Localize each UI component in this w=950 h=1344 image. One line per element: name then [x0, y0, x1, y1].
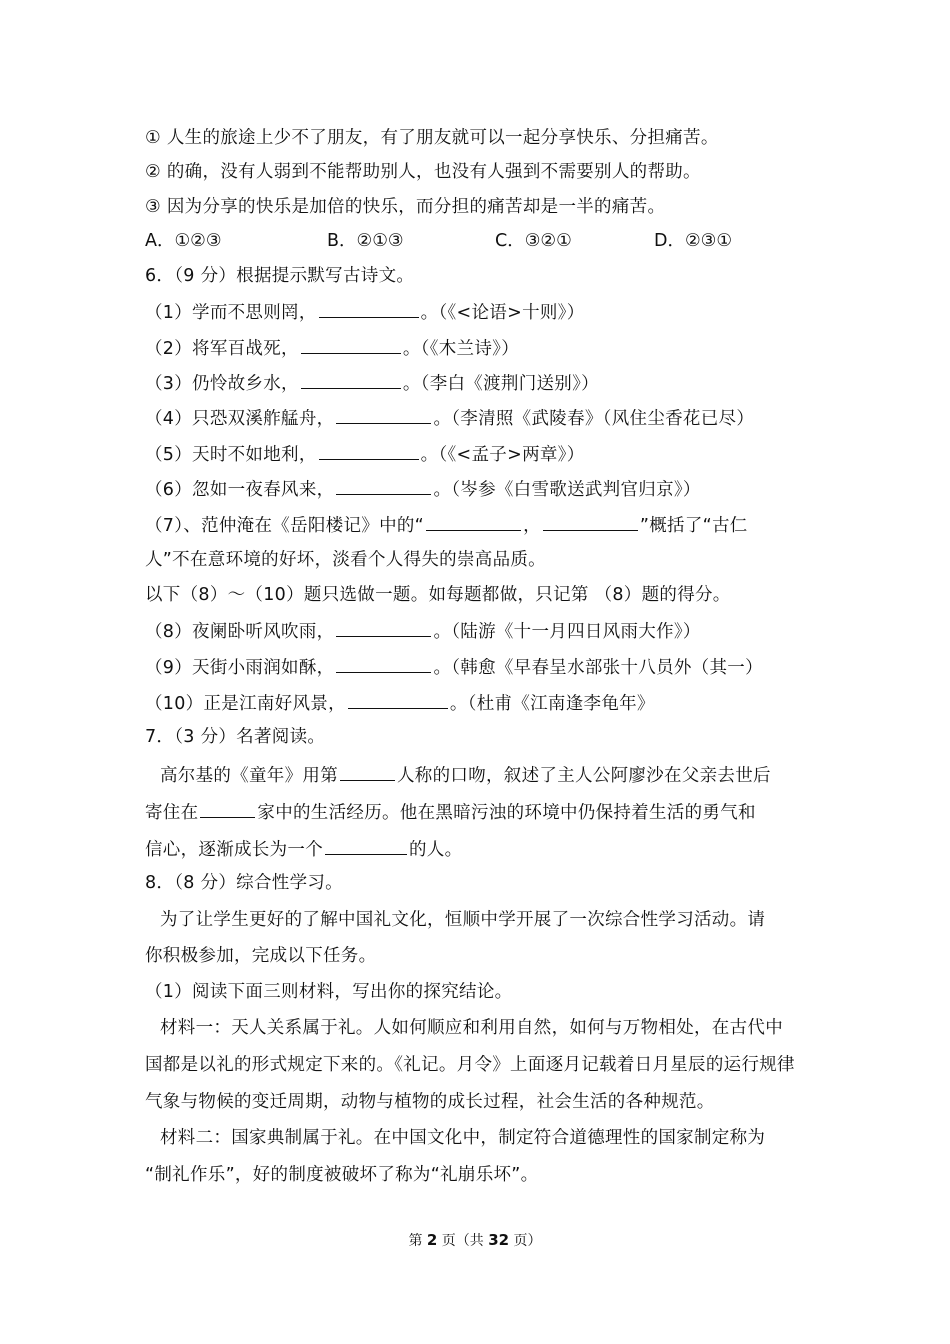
answer-blank — [336, 618, 431, 637]
q6-item-7 — [145, 512, 748, 538]
q8-subtask-1: （1）阅读下面三则材料，写出你的探究结论。 — [145, 982, 513, 1002]
q6-item-10 — [145, 690, 655, 716]
q6-item-9 — [145, 654, 763, 680]
q6-item-4 — [145, 405, 754, 431]
q6-item-6-prompt: （6）忽如一夜春风来， — [145, 480, 335, 500]
answer-blank — [426, 512, 521, 531]
material-1-line-3: 气象与物候的变迁周期，动物与植物的成长过程，社会生活的各种规范。 — [145, 1092, 715, 1112]
q7-title: 7．（3 分）名著阅读。 — [145, 727, 326, 747]
footer-middle: 页（共 — [437, 1233, 489, 1249]
page-footer — [0, 1230, 950, 1251]
answer-blank — [319, 441, 419, 460]
q8-intro-line-2: 你积极参加，完成以下任务。 — [145, 946, 377, 966]
q7-line-2-post: 家中的生活经历。他在黑暗污浊的环境中仍保持着生活的勇气和 — [257, 803, 756, 823]
option-c: C．③②① — [495, 231, 572, 251]
answer-blank — [340, 762, 395, 781]
q6-item-9-source: 。（韩愈《早春呈水部张十八员外（其一） — [433, 658, 763, 678]
material-2-line-2: “制礼作乐”，好的制度被破坏了称为“礼崩乐坏”。 — [145, 1165, 539, 1185]
q6-item-8-source: 。（陆游《十一月四日风雨大作》） — [433, 622, 701, 642]
q6-item-3-prompt: （3）仍怜故乡水， — [145, 374, 299, 394]
q7-line-1-post: 人称的口吻，叙述了主人公阿廖沙在父亲去世后 — [397, 766, 771, 786]
footer-prefix: 第 — [408, 1233, 427, 1249]
q6-item-4-prompt: （4）只恐双溪舴艋舟， — [145, 409, 335, 429]
answer-blank — [543, 512, 638, 531]
q7-line-1 — [160, 762, 771, 788]
q6-item-5-source: 。（《<孟子>两章》） — [420, 445, 585, 465]
q7-line-2-pre: 寄住在 — [145, 803, 199, 823]
material-1-line-2: 国都是以礼的形式规定下来的。《礼记。月令》上面逐月记载着日月星辰的运行规律 — [145, 1055, 795, 1075]
q6-item-9-prompt: （9）天街小雨润如酥， — [145, 658, 335, 678]
q7-line-3 — [145, 836, 462, 862]
statement-3: ③ 因为分享的快乐是加倍的快乐，而分担的痛苦却是一半的痛苦。 — [145, 197, 666, 217]
answer-blank — [348, 690, 448, 709]
option-d: D．②③① — [654, 231, 733, 251]
option-a: A．①②③ — [145, 231, 222, 251]
answer-blank — [301, 370, 401, 389]
q6-item-6-source: 。（岑参《白雪歌送武判官归京》） — [433, 480, 701, 500]
q7-line-1-pre: 高尔基的《童年》用第 — [160, 766, 338, 786]
q6-item-5-prompt: （5）天时不如地利， — [145, 445, 317, 465]
q7-line-2 — [145, 799, 756, 825]
q6-item-2-prompt: （2）将军百战死， — [145, 339, 299, 359]
footer-total-pages: 32 — [488, 1231, 510, 1249]
q6-item-3 — [145, 370, 599, 396]
q6-item-7-prompt: （7）、范仲淹在《岳阳楼记》中的“ — [145, 516, 425, 536]
statement-1: ① 人生的旅途上少不了朋友，有了朋友就可以一起分享快乐、分担痛苦。 — [145, 128, 719, 148]
answer-blank — [336, 476, 431, 495]
q6-item-8 — [145, 618, 701, 644]
q6-choice-note: 以下（8）～（10）题只选做一题。如每题都做，只记第 （8）题的得分。 — [145, 585, 731, 605]
answer-blank — [301, 335, 401, 354]
answer-blank — [319, 299, 419, 318]
q6-item-7-sep: ， — [523, 516, 541, 536]
q6-item-5 — [145, 441, 585, 467]
q8-title: 8．（8 分）综合性学习。 — [145, 873, 343, 893]
answer-blank — [200, 799, 255, 818]
q6-item-1 — [145, 299, 585, 325]
statement-2: ② 的确，没有人弱到不能帮助别人，也没有人强到不需要别人的帮助。 — [145, 162, 701, 182]
answer-blank — [336, 654, 431, 673]
q8-intro-line-1: 为了让学生更好的了解中国礼文化，恒顺中学开展了一次综合性学习活动。请 — [160, 910, 766, 930]
footer-page-number: 2 — [426, 1231, 438, 1249]
q6-item-2 — [145, 335, 519, 361]
q6-item-7-continued: 人”不在意环境的好坏，淡看个人得失的崇高品质。 — [145, 550, 546, 570]
q6-item-3-source: 。（李白《渡荆门送别》） — [402, 374, 599, 394]
q6-item-10-prompt: （10）正是江南好风景， — [145, 694, 346, 714]
q6-item-1-source: 。（《<论语>十则》） — [420, 303, 585, 323]
q6-title: 6．（9 分）根据提示默写古诗文。 — [145, 266, 415, 286]
q7-line-3-pre: 信心，逐渐成长为一个 — [145, 840, 323, 860]
option-b: B．②①③ — [327, 231, 404, 251]
q6-item-1-prompt: （1）学而不思则罔， — [145, 303, 317, 323]
q6-item-10-source: 。（杜甫《江南逢李龟年》 — [449, 694, 655, 714]
q6-item-8-prompt: （8）夜阑卧听风吹雨， — [145, 622, 335, 642]
material-2-line-1: 材料二：国家典制属于礼。在中国文化中，制定符合道德理性的国家制定称为 — [160, 1128, 766, 1148]
q7-line-3-post: 的人。 — [409, 840, 463, 860]
footer-suffix: 页） — [509, 1233, 542, 1249]
material-1-line-1: 材料一：天人关系属于礼。人如何顺应和利用自然，如何与万物相处，在古代中 — [160, 1018, 783, 1038]
answer-blank — [325, 836, 407, 855]
q6-item-4-source: 。（李清照《武陵春》（风住尘香花已尽） — [433, 409, 755, 429]
answer-blank — [336, 405, 431, 424]
q6-item-2-source: 。（《木兰诗》） — [402, 339, 519, 359]
q6-item-7-tail: ”概括了“古仁 — [639, 516, 748, 536]
q6-item-6 — [145, 476, 701, 502]
